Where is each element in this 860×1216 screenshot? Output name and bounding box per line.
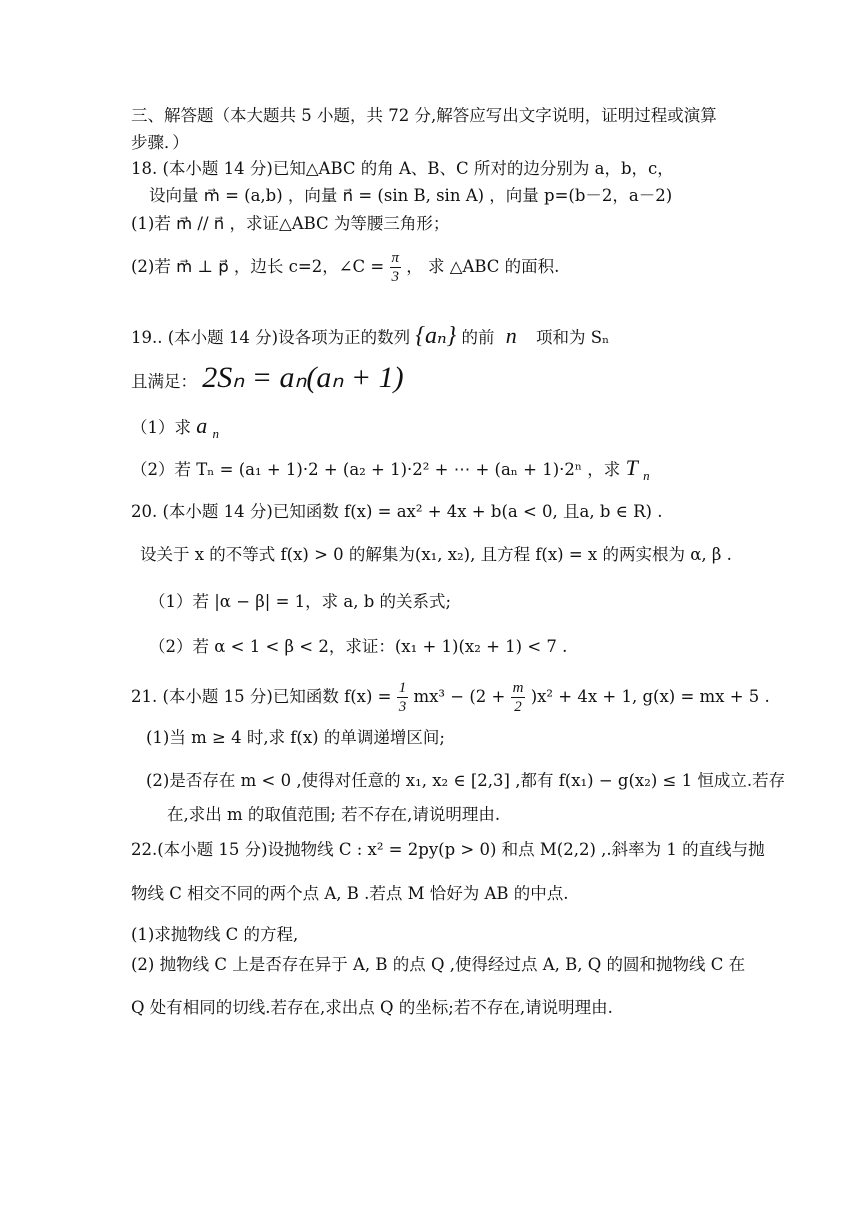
q19-a-sub: n: [212, 426, 219, 441]
q21-line4: 在,求出 m 的取值范围; 若不存在,请说明理由.: [167, 805, 501, 824]
q18-line4-post: ， 求 △ABC 的面积.: [406, 257, 560, 276]
q19-n: n: [505, 323, 517, 348]
q21-fraction-one-third-den: 3: [398, 699, 407, 715]
angle-fraction-num: π: [391, 250, 400, 266]
q19-line4: [131, 456, 650, 483]
q18-line1: 18. (本小题 14 分)已知△ABC 的角 A、B、C 所对的边分别为 a，b，c，: [131, 159, 674, 178]
q21-line1: [131, 679, 770, 716]
q19-equation: 2Sₙ = aₙ(aₙ + 1): [202, 361, 404, 394]
q19-line1: [131, 322, 609, 352]
q20-line3: （1）若 |α − β| = 1，求 a, b 的关系式;: [149, 592, 452, 611]
section-header-line2: 步骤．）: [131, 133, 189, 152]
q21-line3: (2)是否存在 m < 0 ,使得对任意的 x₁, x₂ ∈ [2,3] ,都有 f(x₁) − g(x₂) ≤ 1 恒成立.若存: [146, 771, 786, 790]
q19-line1-pre: 19.. (本小题 14 分)设各项为正的数列: [131, 328, 411, 347]
q19-line2-pre: 且满足：: [131, 372, 197, 391]
q20-line1: 20. (本小题 14 分)已知函数 f(x) = ax² + 4x + b(a < 0, 且a, b ∈ R) .: [131, 502, 663, 521]
q21-fraction-m-half-num: m: [512, 680, 524, 696]
q18-line2: 设向量 m⃗ = (a,b) ，向量 n⃗ = (sin B, sin A) ，向量 p=(b－2，a－2): [149, 186, 673, 205]
q19-T-sub: n: [643, 468, 650, 483]
q19-line3-pre: （1）求: [131, 418, 191, 437]
q18-line4: [131, 249, 559, 286]
q19-line1-mid: 的前: [461, 328, 495, 347]
q20-line4: （2）若 α < 1 < β < 2，求证：(x₁ + 1)(x₂ + 1) < 7 .: [149, 637, 568, 656]
q19-line2: [131, 362, 404, 398]
q19-line4-text: （2）若 Tₙ = (a₁ + 1)·2 + (a₂ + 1)·2² + ⋯ + (aₙ + 1)·2ⁿ ，求: [131, 460, 621, 479]
q22-line1: 22.(本小题 15 分)设抛物线 C : x² = 2py(p > 0) 和点 M(2,2) ,.斜率为 1 的直线与抛: [131, 840, 765, 859]
q22-line3: (1)求抛物线 C 的方程,: [131, 925, 299, 944]
q18-line3: (1)若 m⃗ // n⃗ ，求证△ABC 为等腰三角形；: [131, 214, 450, 233]
angle-fraction-den: 3: [391, 269, 399, 285]
q21-line2: (1)当 m ≥ 4 时,求 f(x) 的单调递增区间;: [146, 728, 445, 747]
q21-fraction-one-third-num: 1: [398, 680, 407, 696]
q22-line2: 物线 C 相交不同的两个点 A, B .若点 M 恰好为 AB 的中点.: [131, 884, 569, 903]
q21-line1-post: )x² + 4x + 1, g(x) = mx + 5 .: [530, 687, 770, 706]
q19-line1-post: 项和为 Sₙ: [536, 328, 610, 347]
q21-fraction-m-half: [511, 679, 526, 716]
q19-a: a: [196, 413, 208, 438]
q18-line4-pre: (2)若 m⃗ ⊥ p⃗ ，边长 c=2，∠C =: [131, 257, 385, 276]
q21-line1-mid: mx³ − (2 +: [413, 687, 506, 706]
q21-fraction-one-third: [397, 679, 409, 716]
q19-sequence: {aₙ}: [415, 323, 457, 349]
section-header-line1: 三、解答题（本大题共 5 小题，共 72 分,解答应写出文字说明，证明过程或演算: [131, 106, 717, 125]
q19-line3: [131, 414, 219, 441]
q22-line5: Q 处有相同的切线.若存在,求出点 Q 的坐标;若不存在,请说明理由.: [131, 998, 613, 1017]
q22-line4: (2) 抛物线 C 上是否存在异于 A, B 的点 Q ,使得经过点 A, B, Q 的圆和抛物线 C 在: [131, 955, 746, 974]
q21-line1-pre: 21. (本小题 15 分)已知函数 f(x) =: [131, 687, 392, 706]
angle-fraction: [390, 249, 402, 286]
q21-fraction-m-half-den: 2: [514, 699, 522, 715]
q19-T: T: [625, 455, 638, 480]
q20-line2: 设关于 x 的不等式 f(x) > 0 的解集为(x₁, x₂), 且方程 f(x) = x 的两实根为 α, β .: [140, 545, 732, 564]
